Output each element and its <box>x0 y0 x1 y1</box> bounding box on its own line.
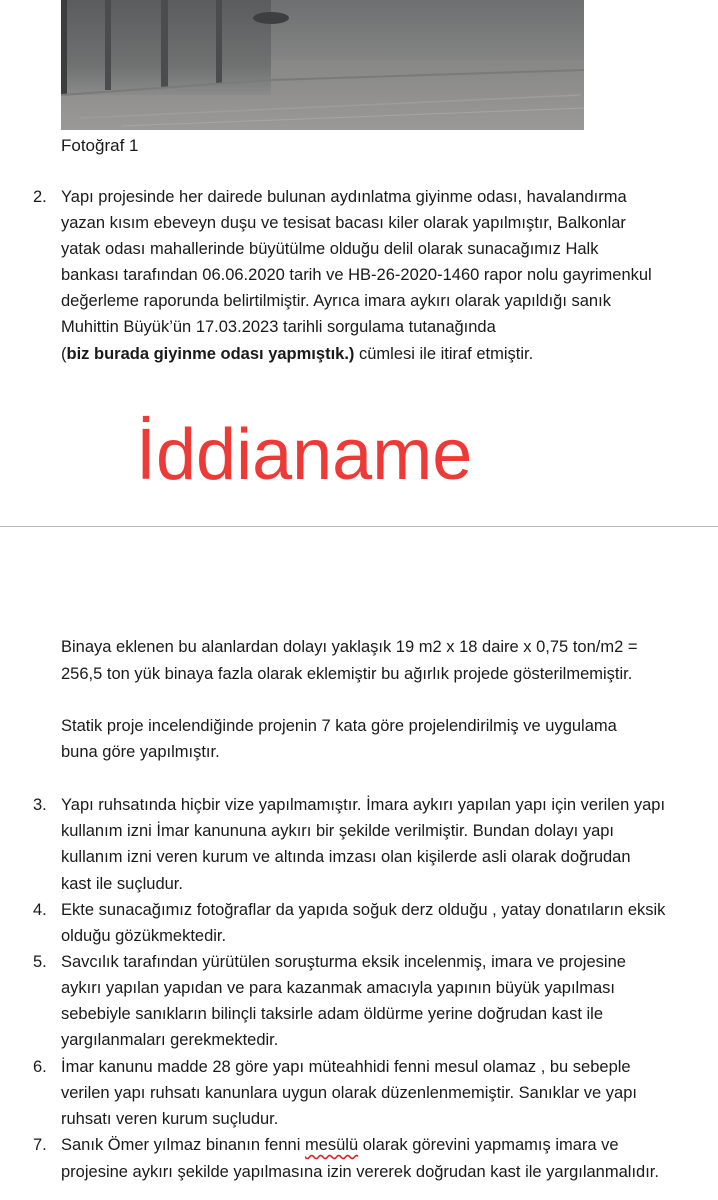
item-2-line: Muhittin Büyük’ün 17.03.2023 tarihli sorgulama tutanağında <box>61 318 496 336</box>
item-2-prefix: ( <box>61 345 67 363</box>
item-4-line: Ekte sunacağımız fotoğraflar da yapıda soğuk derz olduğu , yatay donatıların eksik <box>61 901 666 919</box>
paragraph-1-line: Binaya eklenen bu alanlardan dolayı yaklaşık 19 m2 x 18 daire x 0,75 ton/m2 = <box>61 638 638 656</box>
item-3-line: kullanım izni veren kurum ve altında imzası olan kişilerde asli olarak doğrudan <box>61 848 631 866</box>
item-2-number: 2. <box>33 188 47 206</box>
paragraph-2-line: Statik proje incelendiğinde projenin 7 kata göre projelendirilmiş ve uygulama <box>61 717 617 735</box>
item-3-line: Yapı ruhsatında hiçbir vize yapılmamıştır. İmara aykırı yapılan yapı için verilen yapı <box>61 796 666 814</box>
item-3-number: 3. <box>33 796 47 814</box>
item-5-line: yargılanmaları gerekmektedir. <box>61 1031 279 1049</box>
paragraph-1-line: 256,5 ton yük binaya fazla olarak eklemiştir bu ağırlık projede gösterilmemiştir. <box>61 665 633 683</box>
item-2-bold-quote: biz burada giyinme odası yapmıştık.) <box>66 345 355 363</box>
item-2-line: yatak odası mahallerinde büyütülme olduğu delil olarak sunacağımız Halk <box>61 240 599 258</box>
photo-caption: Fotoğraf 1 <box>61 136 139 155</box>
item-2-line: değerleme raporunda belirtilmiştir. Ayrıca imara aykırı olarak yapıldığı sanık <box>61 292 611 310</box>
page-divider <box>0 526 718 527</box>
item-4-line: olduğu gözükmektedir. <box>61 927 227 945</box>
paragraph-2-line: buna göre yapılmıştır. <box>61 743 220 761</box>
street-photo <box>61 0 584 130</box>
item-2-last-line <box>61 341 533 367</box>
item-3-line: kast ile suçludur. <box>61 875 183 893</box>
spelling-error-word: mesülü <box>304 1136 359 1154</box>
item-6-line: ruhsatı veren kurum suçludur. <box>61 1110 279 1128</box>
item-5-line: sebebiyle sanıkların bilinçli taksirle adam öldürme yerine doğrudan kast ile <box>61 1005 604 1023</box>
item-3-line: kullanım izni İmar kanununa aykırı bir şekilde verilmiştir. Bundan dolayı yapı <box>61 822 614 840</box>
item-6-line: İmar kanunu madde 28 göre yapı müteahhidi fenni mesul olamaz , bu sebeple <box>61 1058 631 1076</box>
item-7-suffix: olarak görevini yapmamış imara ve <box>358 1136 619 1154</box>
item-6-number: 6. <box>33 1058 47 1076</box>
item-2-line: Yapı projesinde her dairede bulunan aydınlatma giyinme odası, havalandırma <box>61 188 627 206</box>
item-7-line <box>61 1132 619 1158</box>
document-title: İddianame <box>136 415 473 495</box>
item-7-number: 7. <box>33 1136 47 1154</box>
photo-details <box>61 0 584 130</box>
item-5-line: Savcılık tarafından yürütülen soruşturma eksik incelenmiş, imara ve projesine <box>61 953 626 971</box>
item-2-suffix: cümlesi ile itiraf etmiştir. <box>354 345 534 363</box>
item-7-line: projesine aykırı şekilde yapılmasına izin vererek doğrudan kast ile yargılanmalıdır. <box>61 1163 659 1181</box>
item-2-line: yazan kısım ebeveyn duşu ve tesisat bacası kiler olarak yapılmıştır, Balkonlar <box>61 214 626 232</box>
item-4-number: 4. <box>33 901 47 919</box>
item-2-line: bankası tarafından 06.06.2020 tarih ve HB-26-2020-1460 rapor nolu gayrimenkul <box>61 266 652 284</box>
item-6-line: verilen yapı ruhsatı kanunlara uygun olarak düzenlenmemiştir. Sanıklar ve yapı <box>61 1084 637 1102</box>
item-5-line: aykırı yapılan yapıdan ve para kazanmak amacıyla yapının büyük yapılması <box>61 979 615 997</box>
item-7-prefix: Sanık Ömer yılmaz binanın fenni <box>61 1136 305 1154</box>
item-5-number: 5. <box>33 953 47 971</box>
